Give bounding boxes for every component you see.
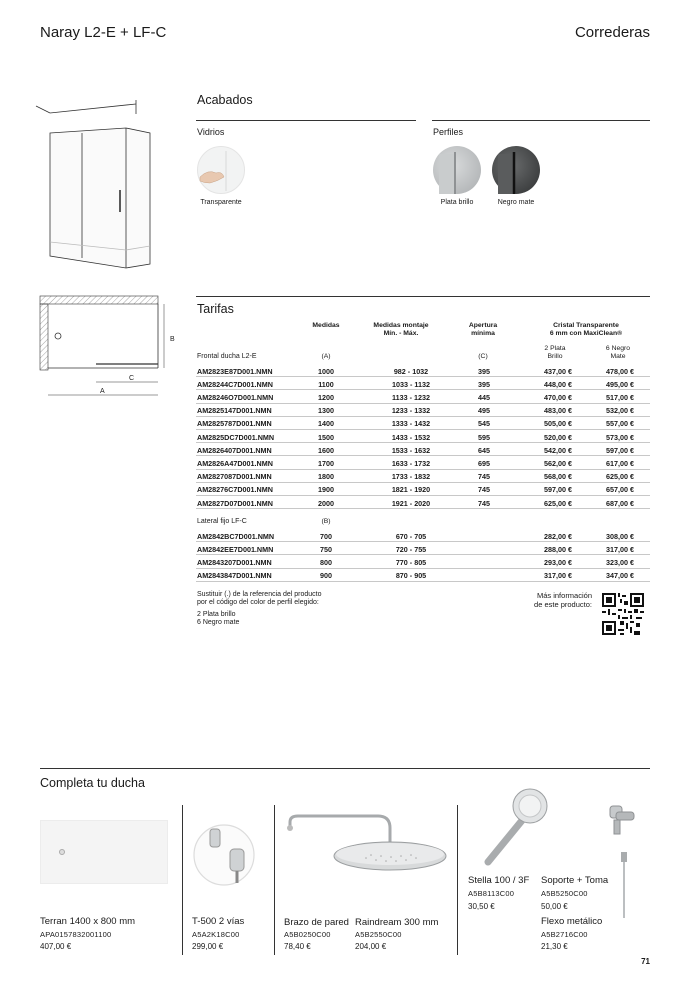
marker-b: (B): [321, 518, 331, 525]
cell-p6: 625,00 €: [606, 472, 634, 482]
perfil-plata-caption: Plata brillo: [440, 199, 474, 206]
cell-p2: 288,00 €: [544, 544, 572, 554]
table-row: [196, 456, 650, 469]
vidrio-caption: Transparente: [200, 199, 242, 206]
perfiles-label: Perfiles: [433, 127, 464, 137]
cell-p6: 557,00 €: [606, 419, 634, 429]
table-row: [196, 430, 650, 443]
col-montaje-2: Mín. - Máx.: [383, 330, 419, 337]
note-opt1: 2 Plata brillo: [197, 611, 236, 618]
cell-montaje: 982 - 1032: [393, 366, 429, 376]
prod-raindream-name: Raindream 300 mm: [355, 917, 439, 928]
cell-ref: AM2827D07D001.NMN: [197, 498, 273, 508]
cell-ref: AM2825DC7D001.NMN: [197, 432, 275, 442]
cell-medida: 1800: [318, 472, 334, 482]
cell-p6: 317,00 €: [606, 544, 634, 554]
table-row: [196, 364, 650, 377]
prod-flexo-name: Flexo metálico: [541, 916, 603, 927]
table-row: [196, 483, 650, 496]
col-p6-2: Mate: [610, 353, 626, 360]
cell-medida: 1400: [318, 419, 334, 429]
cell-ref: AM2843207D001.NMN: [197, 557, 272, 567]
cell-montaje: 1433 - 1532: [391, 432, 431, 442]
cell-medida: 800: [320, 557, 332, 567]
prod-stella-name: Stella 100 / 3F: [468, 875, 530, 886]
cell-apertura: 595: [478, 432, 490, 442]
prod-soporte-code: A5B5250C00: [541, 889, 588, 898]
col-p2-2: Brillo: [547, 353, 563, 360]
page-number: 71: [641, 957, 650, 966]
cell-ref: AM28246O7D001.NMN: [197, 392, 274, 402]
col-apertura-1: Apertura: [468, 322, 498, 329]
perfil-plata-swatch: [433, 146, 481, 194]
col-medidas: Medidas: [312, 322, 340, 329]
cell-apertura: 395: [478, 379, 490, 389]
cell-p6: 308,00 €: [606, 531, 634, 541]
cell-apertura: 495: [478, 406, 490, 416]
cell-p6: 517,00 €: [606, 392, 634, 402]
prod-t500-price: 299,00 €: [192, 942, 224, 951]
col-montaje-1: Medidas montaje: [373, 322, 429, 329]
note-opt2: 6 Negro mate: [197, 619, 240, 626]
prod-stella-code: A5B8113C00: [468, 889, 515, 898]
table-row: [196, 470, 650, 483]
cell-montaje: 670 - 705: [395, 531, 427, 541]
prod-flexo-price: 21,30 €: [541, 942, 568, 951]
cell-ref: AM2825147D001.NMN: [197, 406, 272, 416]
note-line2: por el código del color de perfil elegido:: [197, 599, 319, 606]
cell-p2: 597,00 €: [544, 485, 572, 495]
col-cristal-2: 6 mm con MaxiClean®: [549, 330, 623, 337]
cell-medida: 1200: [318, 392, 334, 402]
table-row: [196, 443, 650, 456]
diagram-label-c: C: [129, 375, 135, 382]
cell-apertura: 395: [478, 366, 490, 376]
table-row: [196, 390, 650, 403]
prod-soporte-price: 50,00 €: [541, 902, 568, 911]
floor-plan-diagram: [36, 294, 175, 404]
cell-apertura: 745: [478, 472, 490, 482]
group2-label: Lateral fijo LF-C: [197, 518, 247, 525]
cell-p6: 347,00 €: [606, 571, 634, 581]
cell-apertura: 745: [478, 498, 490, 508]
cell-p2: 437,00 €: [544, 366, 572, 376]
cell-medida: 1600: [318, 445, 334, 455]
cell-p6: 657,00 €: [606, 485, 634, 495]
prod-terran-code: APA0157832001100: [40, 930, 112, 939]
shower-perspective-drawing: [36, 100, 164, 270]
acabados-title: Acabados: [197, 93, 253, 107]
cell-p2: 483,00 €: [544, 406, 572, 416]
cell-apertura: 545: [478, 419, 490, 429]
marker-a: (A): [321, 353, 331, 360]
cell-ref: AM2823E87D001.NMN: [197, 366, 273, 376]
cell-ref: AM2826407D001.NMN: [197, 445, 272, 455]
table-row: [196, 377, 650, 390]
prod-flexo-code: A5B2716C00: [541, 930, 588, 939]
cell-p6: 687,00 €: [606, 498, 634, 508]
note-line1: Sustituir (.) de la referencia del producto: [197, 591, 322, 598]
cell-montaje: 1733 - 1832: [391, 472, 431, 482]
prod-soporte-name: Soporte + Toma: [541, 875, 609, 886]
cell-montaje: 770 - 805: [395, 557, 427, 567]
qr-line2: de este producto:: [534, 600, 592, 609]
cell-medida: 1100: [318, 379, 334, 389]
cell-medida: 1300: [318, 406, 334, 416]
table-row: [196, 555, 650, 568]
prod-t500-code: A5A2K18C00: [192, 930, 240, 939]
page-title: Naray L2-E + LF-C: [40, 24, 167, 41]
cell-p2: 470,00 €: [544, 392, 572, 402]
cell-ref: AM2825787D001.NMN: [197, 419, 272, 429]
prod-brazo-name: Brazo de pared: [284, 917, 349, 928]
prod-terran-price: 407,00 €: [40, 942, 72, 951]
cell-apertura: 745: [478, 485, 490, 495]
stella-handshower-image: [468, 788, 558, 868]
perfil-negro-caption: Negro mate: [497, 199, 535, 206]
cell-medida: 900: [320, 571, 332, 581]
table-row: [196, 569, 650, 582]
cell-p2: 625,00 €: [544, 498, 572, 508]
col-cristal-1: Cristal Transparente: [553, 322, 619, 329]
cell-p6: 573,00 €: [606, 432, 634, 442]
prod-stella-price: 30,50 €: [468, 902, 495, 911]
table-row: [196, 542, 650, 555]
cell-montaje: 1921 - 2020: [391, 498, 431, 508]
cell-ref: AM2842EE7D001.NMN: [197, 544, 274, 554]
cell-p6: 532,00 €: [606, 406, 634, 416]
cell-montaje: 720 - 755: [395, 544, 427, 554]
cell-apertura: 445: [478, 392, 490, 402]
vidrios-label: Vidrios: [197, 127, 225, 137]
diagram-label-b: B: [170, 336, 175, 343]
cell-p2: 520,00 €: [544, 432, 572, 442]
cell-montaje: 1133 - 1232: [392, 392, 430, 402]
cell-montaje: 870 - 905: [395, 571, 427, 581]
table-row: [196, 417, 650, 430]
cell-ref: AM28276C7D001.NMN: [197, 485, 273, 495]
cell-p2: 282,00 €: [544, 531, 572, 541]
cell-montaje: 1821 - 1920: [391, 485, 431, 495]
cell-montaje: 1233 - 1332: [391, 406, 431, 416]
cell-montaje: 1333 - 1432: [391, 419, 431, 429]
cell-p2: 542,00 €: [544, 445, 572, 455]
tarifas-title: Tarifas: [197, 302, 234, 316]
cell-medida: 700: [320, 531, 332, 541]
cell-p2: 448,00 €: [544, 379, 572, 389]
t500-valve-image: [192, 815, 262, 895]
cell-montaje: 1033 - 1132: [392, 379, 430, 389]
qr-code-icon[interactable]: [602, 593, 644, 635]
table-row: [196, 404, 650, 417]
cell-p2: 505,00 €: [544, 419, 572, 429]
soporte-toma-image: [590, 800, 642, 920]
cell-medida: 1500: [318, 432, 334, 442]
cell-p6: 597,00 €: [606, 445, 634, 455]
cell-medida: 1700: [318, 458, 334, 468]
prod-t500-name: T-500 2 vías: [192, 916, 245, 927]
qr-line1: Más información: [536, 591, 592, 600]
cell-apertura: 645: [478, 445, 490, 455]
cell-ref: AM28244C7D001.NMN: [197, 379, 273, 389]
prod-raindream-price: 204,00 €: [355, 942, 387, 951]
cell-p2: 562,00 €: [544, 458, 572, 468]
cell-p2: 317,00 €: [544, 571, 572, 581]
cell-p2: 293,00 €: [544, 557, 572, 567]
raindream-head-image: [286, 808, 446, 886]
diagram-label-a: A: [100, 388, 105, 395]
prod-brazo-code: A5B0250C00: [284, 930, 331, 939]
vidrio-transparente-swatch: [197, 146, 245, 194]
cell-ref: AM2843847D001.NMN: [197, 571, 272, 581]
page-category: Correderas: [574, 24, 650, 41]
prod-brazo-price: 78,40 €: [284, 942, 311, 951]
prod-raindream-code: A5B2550C00: [355, 930, 402, 939]
cell-ref: AM2826A47D001.NMN: [197, 458, 273, 468]
col-p6-1: 6 Negro: [605, 345, 631, 352]
col-apertura-2: mínima: [471, 330, 495, 337]
cell-medida: 1900: [318, 485, 334, 495]
prod-terran-name: Terran 1400 x 800 mm: [40, 916, 136, 927]
cell-ref: AM2827087D001.NMN: [197, 472, 272, 482]
cell-montaje: 1533 - 1632: [391, 445, 431, 455]
cell-ref: AM2842BC7D001.NMN: [197, 531, 275, 541]
table-row: [196, 496, 650, 509]
cell-montaje: 1633 - 1732: [391, 458, 431, 468]
table-row: [196, 529, 650, 542]
perfil-negro-swatch: [492, 146, 540, 194]
cell-apertura: 695: [478, 458, 490, 468]
cell-medida: 750: [320, 544, 332, 554]
cell-p6: 478,00 €: [606, 366, 634, 376]
cell-p2: 568,00 €: [544, 472, 572, 482]
group1-label: Frontal ducha L2-E: [197, 353, 257, 360]
cell-p6: 617,00 €: [606, 458, 634, 468]
marker-c: (C): [478, 353, 488, 360]
cell-p6: 323,00 €: [606, 557, 634, 567]
col-p2-1: 2 Plata: [544, 345, 566, 352]
completa-title: Completa tu ducha: [40, 776, 145, 790]
cell-medida: 1000: [318, 366, 334, 376]
cell-p6: 495,00 €: [606, 379, 634, 389]
cell-medida: 2000: [318, 498, 334, 508]
terran-tray-image: [40, 820, 168, 884]
